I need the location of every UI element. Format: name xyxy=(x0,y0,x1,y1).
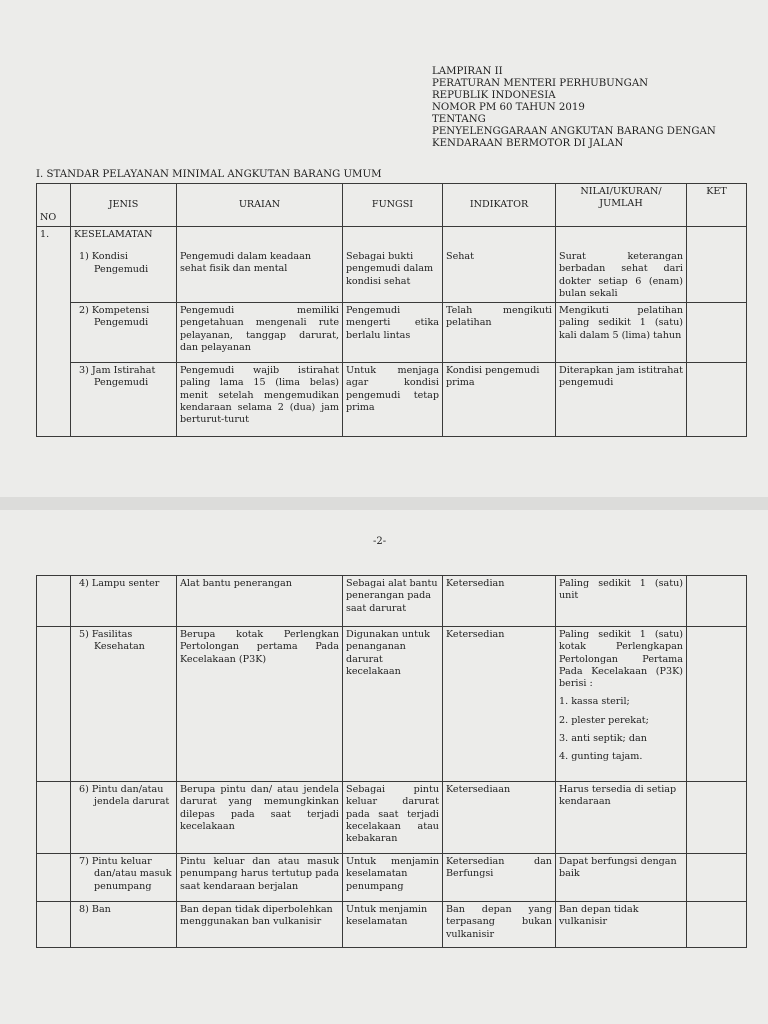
indikator-cell: Sehat xyxy=(443,227,556,303)
ket-cell xyxy=(687,576,747,627)
indikator-cell: Ketersedian xyxy=(443,576,556,627)
header-ket: KET xyxy=(687,184,747,227)
no-cell xyxy=(37,854,71,902)
nilai-cell: Diterapkan jam istitrahat pengemudi xyxy=(556,363,687,437)
jenis-label: 1) Kondisi xyxy=(79,251,128,263)
jenis-label: 7) Pintu keluar xyxy=(79,856,152,867)
table-header-row xyxy=(37,184,747,227)
uraian-cell: Berupa pintu dan/ atau jendela darurat yang memungkinkan dilepas pada saat terjadi kecelakaan xyxy=(177,782,343,854)
ket-cell xyxy=(687,854,747,902)
table-row xyxy=(37,627,747,782)
header-line: NOMOR PM 60 TAHUN 2019 xyxy=(432,102,585,113)
header-jenis: JENIS xyxy=(71,184,177,227)
nilai-cell: Dapat berfungsi dengan baik xyxy=(556,854,687,902)
no-cell xyxy=(37,782,71,854)
jenis-cell: 4) Lampu senter xyxy=(71,576,177,627)
page-gap xyxy=(0,497,768,510)
fungsi-cell: Sebagai pintu keluar darurat pada saat terjadi kecelakaan atau kebakaran xyxy=(343,782,443,854)
jenis-label: Pengemudi xyxy=(94,317,149,329)
uraian-cell: Pengemudi dalam keadaan sehat fisik dan mental xyxy=(177,227,343,303)
jenis-label: 3) Jam Istirahat xyxy=(79,365,156,377)
jenis-cell xyxy=(71,363,177,437)
uraian-cell: Ban depan tidak diperbolehkan menggunakan ban vulkanisir xyxy=(177,902,343,948)
header-line: REPUBLIK INDONESIA xyxy=(432,90,556,101)
indikator-cell: Ketersedian dan Berfungsi xyxy=(443,854,556,902)
ket-cell xyxy=(687,303,747,363)
table-row xyxy=(37,303,747,363)
indikator-cell: Kondisi pengemudi prima xyxy=(443,363,556,437)
fungsi-cell: Untuk menjamin keselamatan xyxy=(343,902,443,948)
header-no: NO xyxy=(37,184,71,227)
no-cell xyxy=(37,902,71,948)
jenis-label: 5) Fasilitas xyxy=(79,629,133,640)
header-uraian: URAIAN xyxy=(177,184,343,227)
jenis-label: dan/atau masuk penumpang xyxy=(94,868,172,892)
header-indikator: INDIKATOR xyxy=(443,184,556,227)
uraian-cell: Alat bantu penerangan xyxy=(177,576,343,627)
list-item: 4. gunting tajam. xyxy=(559,751,643,763)
ket-cell xyxy=(687,627,747,782)
ket-cell xyxy=(687,227,747,303)
jenis-label: 6) Pintu dan/atau xyxy=(79,784,164,795)
fungsi-cell: Sebagai alat bantu penerangan pada saat darurat xyxy=(343,576,443,627)
table-row xyxy=(37,363,747,437)
jenis-label: Pengemudi xyxy=(94,377,149,389)
ket-cell xyxy=(687,363,747,437)
list-item: 3. anti septik; dan xyxy=(559,733,647,745)
p3k-list xyxy=(559,696,683,763)
fungsi-cell: Untuk menjaga agar kondisi pengemudi tetap prima xyxy=(343,363,443,437)
uraian-cell: Berupa kotak Perlengkan Pertolongan pertama Pada Kecelakaan (P3K) xyxy=(177,627,343,782)
header-line: KENDARAAN BERMOTOR DI JALAN xyxy=(432,138,624,149)
jenis-label: 2) Kompetensi xyxy=(79,305,150,317)
table-row xyxy=(37,902,747,948)
jenis-cell xyxy=(71,227,177,303)
ket-cell xyxy=(687,782,747,854)
header-line: PERATURAN MENTERI PERHUBUNGAN xyxy=(432,78,649,89)
fungsi-cell: Digunakan untuk penanganan darurat kecelakaan xyxy=(343,627,443,782)
nilai-cell: Ban depan tidak vulkanisir xyxy=(556,902,687,948)
jenis-label: Kesehatan xyxy=(94,641,145,653)
indikator-cell: Ketersedian xyxy=(443,627,556,782)
table-row xyxy=(37,782,747,854)
jenis-cell xyxy=(71,303,177,363)
fungsi-cell: Untuk menjamin keselamatan penumpang xyxy=(343,854,443,902)
jenis-cell xyxy=(71,782,177,854)
jenis-label: Pengemudi xyxy=(94,263,149,275)
indikator-cell: Ban depan yang terpasang bukan vulkanisir xyxy=(443,902,556,948)
nilai-text: Paling sedikit 1 (satu) kotak Perlengkapan Pertolongan Pertama Pada Kecelakaan (P3K) berisi : xyxy=(559,629,683,690)
header-block xyxy=(432,66,716,150)
section-title: I. STANDAR PELAYANAN MINIMAL ANGKUTAN BARANG UMUM xyxy=(36,169,382,180)
no-cell xyxy=(37,627,71,782)
jenis-cell xyxy=(71,854,177,902)
row-number: 1. xyxy=(37,227,71,437)
header-line: TENTANG xyxy=(432,114,486,125)
nilai-cell: Harus tersedia di setiap kendaraan xyxy=(556,782,687,854)
indikator-cell: Telah mengikuti pelatihan xyxy=(443,303,556,363)
group-name: KESELAMATAN xyxy=(74,229,153,240)
list-item: 2. plester perekat; xyxy=(559,714,649,726)
fungsi-cell: Sebagai bukti pengemudi dalam kondisi sehat xyxy=(343,227,443,303)
fungsi-cell: Pengemudi mengerti etika berlalu lintas xyxy=(343,303,443,363)
no-cell xyxy=(37,576,71,627)
header-fungsi: FUNGSI xyxy=(343,184,443,227)
header-line: PENYELENGGARAAN ANGKUTAN BARANG DENGAN xyxy=(432,126,716,137)
table-row xyxy=(37,227,747,303)
jenis-label: jendela darurat xyxy=(94,796,170,808)
table-row xyxy=(37,854,747,902)
list-item: 1. kassa steril; xyxy=(559,696,630,708)
header-line: LAMPIRAN II xyxy=(432,66,503,77)
uraian-cell: Pengemudi memiliki pengetahuan mengenali rute pelayanan, tanggap darurat, dan pelayanan xyxy=(177,303,343,363)
header-nilai: NILAI/UKURAN/ JUMLAH xyxy=(556,184,687,227)
standards-table-page2 xyxy=(36,575,747,948)
standards-table-page1 xyxy=(36,183,747,437)
jenis-cell xyxy=(71,627,177,782)
page-number: -2- xyxy=(373,536,387,547)
nilai-cell: Paling sedikit 1 (satu) unit xyxy=(556,576,687,627)
uraian-cell: Pintu keluar dan atau masuk penumpang harus tertutup pada saat kendaraan berjalan xyxy=(177,854,343,902)
table-row xyxy=(37,576,747,627)
uraian-cell: Pengemudi wajib istirahat paling lama 15 (lima belas) menit setelah mengemudikan kendaraan selama 2 (dua) jam berturut-turut xyxy=(177,363,343,437)
nilai-cell: Mengikuti pelatihan paling sedikit 1 (satu) kali dalam 5 (lima) tahun xyxy=(556,303,687,363)
nilai-cell xyxy=(556,627,687,782)
ket-cell xyxy=(687,902,747,948)
indikator-cell: Ketersediaan xyxy=(443,782,556,854)
jenis-cell: 8) Ban xyxy=(71,902,177,948)
nilai-cell: Surat keterangan berbadan sehat dari dokter setiap 6 (enam) bulan sekali xyxy=(556,227,687,303)
